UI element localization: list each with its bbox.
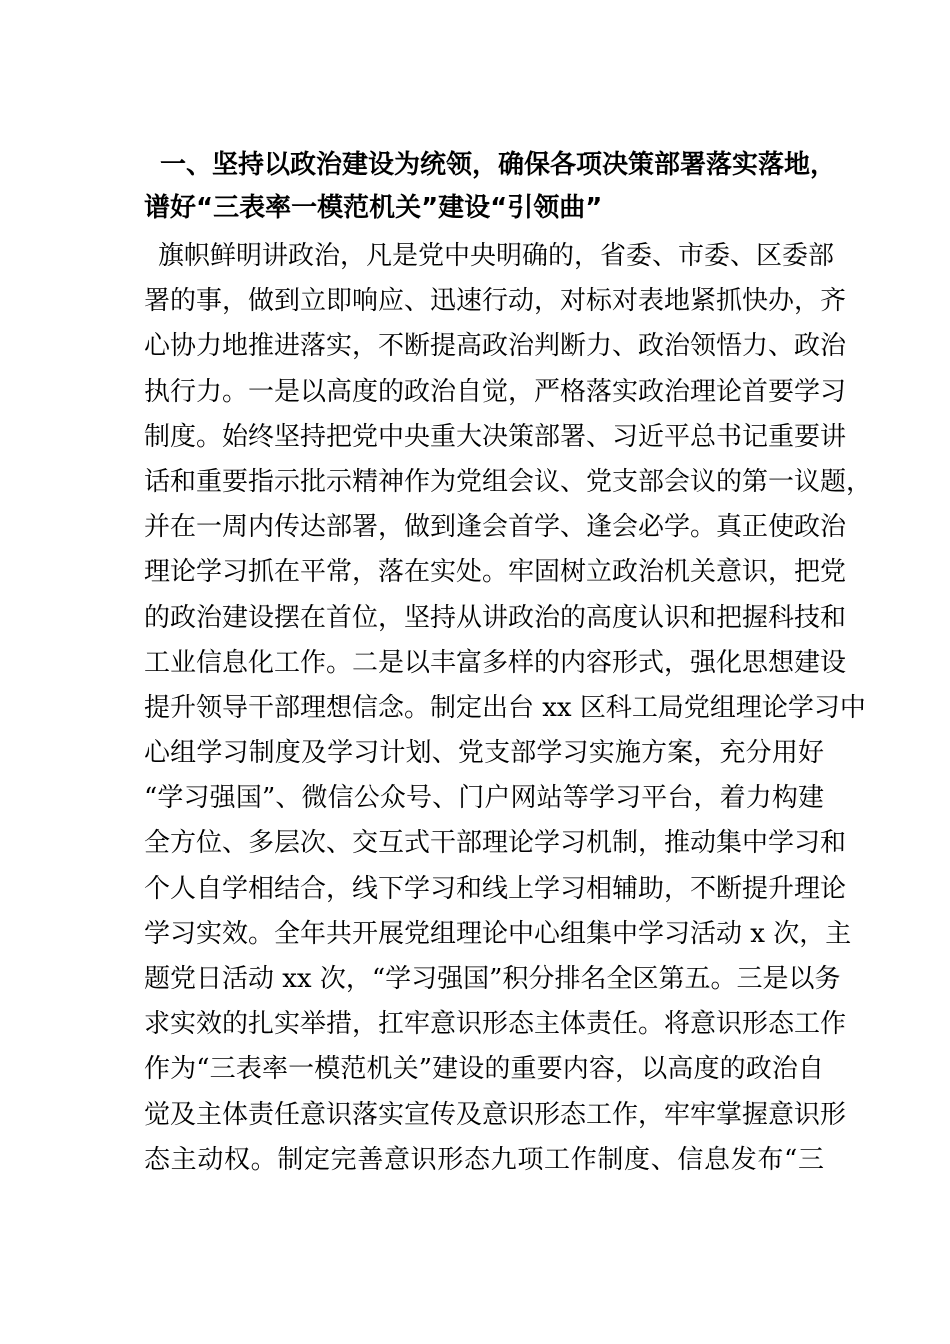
- body-line: 全方位、多层次、交互式干部理论学习机制，推动集中学习和: [144, 828, 847, 859]
- heading-line-1: 一、坚持以政治建设为统领，确保各项决策部署落实落地，: [160, 150, 837, 180]
- body-line: 提升领导干部理想信念。制定出台 xx 区科工局党组理论学习中: [144, 692, 866, 723]
- body-line: 求实效的扎实举措，扛牢意识形态主体责任。将意识形态工作: [144, 1009, 847, 1040]
- body-line: 觉及主体责任意识落实宣传及意识形态工作，牢牢掌握意识形: [144, 1099, 847, 1130]
- body-line: 心组学习制度及学习计划、党支部学习实施方案，充分用好: [144, 738, 824, 769]
- body-paragraph: [144, 234, 873, 1183]
- body-line: “学习强国”、微信公众号、门户网站等学习平台，着力构建: [144, 783, 824, 814]
- body-line: 工业信息化工作。二是以丰富多样的内容形式，强化思想建设: [144, 647, 847, 678]
- body-line: 的政治建设摆在首位，坚持从讲政治的高度认识和把握科技和: [144, 602, 847, 633]
- body-line: 学习实效。全年共开展党组理论中心组集中学习活动 x 次，主: [144, 918, 852, 949]
- heading-line-2: 谱好“三表率一模范机关”建设“引领曲”: [144, 193, 603, 223]
- body-line: 个人自学相结合，线下学习和线上学习相辅助，不断提升理论: [144, 873, 847, 904]
- body-line: 旗帜鲜明讲政治，凡是党中央明确的，省委、市委、区委部: [158, 241, 835, 271]
- section-heading: [144, 144, 860, 230]
- body-line: 作为“三表率一模范机关”建设的重要内容，以高度的政治自: [144, 1054, 824, 1085]
- body-line: 理论学习抓在平常，落在实处。牢固树立政治机关意识，把党: [144, 557, 847, 588]
- body-line: 态主动权。制定完善意识形态九项工作制度、信息发布“三: [144, 1144, 824, 1175]
- body-line: 心协力地推进落实，不断提高政治判断力、政治领悟力、政治: [144, 331, 847, 362]
- body-line: 署的事，做到立即响应、迅速行动，对标对表地紧抓快办，齐: [144, 286, 847, 317]
- body-line: 执行力。一是以高度的政治自觉，严格落实政治理论首要学习: [144, 376, 847, 407]
- body-line: 制度。始终坚持把党中央重大决策部署、习近平总书记重要讲: [144, 421, 847, 452]
- body-line: 题党日活动 xx 次，“学习强国”积分排名全区第五。三是以务: [144, 964, 841, 994]
- body-line: 话和重要指示批示精神作为党组会议、党支部会议的第一议题，: [144, 466, 873, 497]
- body-line: 并在一周内传达部署，做到逢会首学、逢会必学。真正使政治: [144, 512, 847, 543]
